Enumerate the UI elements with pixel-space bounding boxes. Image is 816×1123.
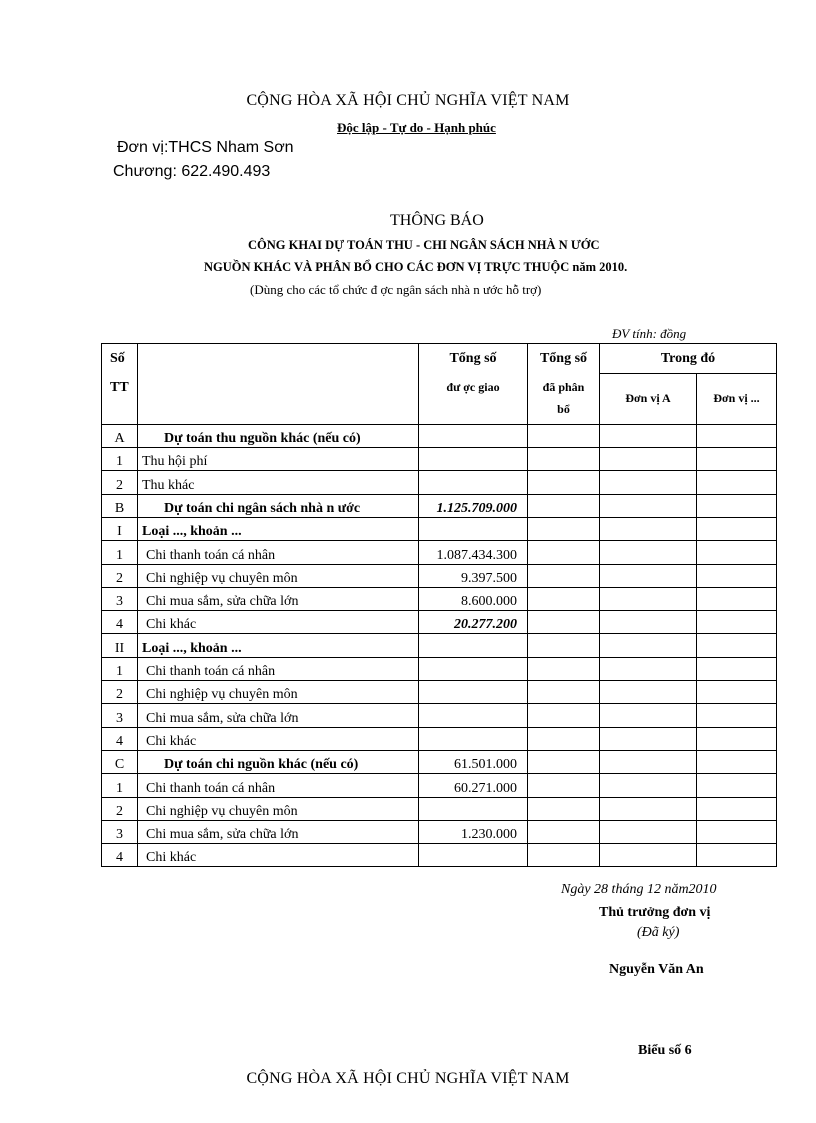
table-row bbox=[102, 774, 777, 797]
budget-table bbox=[101, 343, 777, 867]
table-row bbox=[102, 448, 777, 471]
row-amount bbox=[419, 657, 528, 680]
row-amount bbox=[419, 471, 528, 494]
row-unit-other bbox=[697, 587, 777, 610]
row-unit-a bbox=[600, 517, 697, 540]
row-label: Chi thanh toán cá nhân bbox=[138, 774, 419, 797]
stt-header-top: Số bbox=[102, 344, 138, 374]
row-amount bbox=[419, 844, 528, 867]
signer-title: Thủ trưởng đơn vị bbox=[599, 905, 711, 920]
alloc-header-mid: đã phân bbox=[528, 374, 600, 402]
row-unit-other bbox=[697, 494, 777, 517]
row-label: Chi khác bbox=[138, 611, 419, 634]
row-stt: 1 bbox=[102, 774, 138, 797]
row-allocated bbox=[528, 494, 600, 517]
row-stt: A bbox=[102, 424, 138, 447]
unit-name: Đơn vị:THCS Nham Sơn bbox=[117, 139, 294, 156]
row-unit-other bbox=[697, 704, 777, 727]
row-unit-other bbox=[697, 541, 777, 564]
row-unit-other bbox=[697, 448, 777, 471]
table-row bbox=[102, 704, 777, 727]
row-allocated bbox=[528, 448, 600, 471]
table-row bbox=[102, 634, 777, 657]
row-amount: 8.600.000 bbox=[419, 587, 528, 610]
table-row bbox=[102, 564, 777, 587]
chapter-code: Chương: 622.490.493 bbox=[113, 163, 271, 180]
row-stt: 1 bbox=[102, 448, 138, 471]
table-row bbox=[102, 471, 777, 494]
row-label: Chi nghiệp vụ chuyên môn bbox=[138, 797, 419, 820]
table-row bbox=[102, 611, 777, 634]
row-unit-a bbox=[600, 634, 697, 657]
row-unit-a bbox=[600, 541, 697, 564]
row-unit-a bbox=[600, 494, 697, 517]
row-unit-a bbox=[600, 820, 697, 843]
row-label: Dự toán thu nguồn khác (nếu có) bbox=[138, 424, 419, 447]
total-header-top: Tổng số bbox=[419, 344, 528, 374]
row-amount bbox=[419, 797, 528, 820]
budget-table-body bbox=[102, 424, 777, 867]
table-row bbox=[102, 587, 777, 610]
row-stt: B bbox=[102, 494, 138, 517]
row-unit-other bbox=[697, 471, 777, 494]
row-label: Thu hội phí bbox=[138, 448, 419, 471]
row-label: Chi nghiệp vụ chuyên môn bbox=[138, 564, 419, 587]
row-stt: 2 bbox=[102, 564, 138, 587]
label-header bbox=[138, 344, 419, 374]
row-label: Dự toán chi nguồn khác (nếu có) bbox=[138, 750, 419, 773]
row-amount bbox=[419, 424, 528, 447]
row-amount: 61.501.000 bbox=[419, 750, 528, 773]
row-allocated bbox=[528, 750, 600, 773]
row-stt: I bbox=[102, 517, 138, 540]
total-header-spacer bbox=[419, 402, 528, 425]
notice-title: THÔNG BÁO bbox=[390, 212, 484, 229]
row-allocated bbox=[528, 471, 600, 494]
of-which-header: Trong đó bbox=[600, 344, 777, 374]
table-row bbox=[102, 727, 777, 750]
national-motto: Độc lập - Tự do - Hạnh phúc bbox=[337, 120, 496, 135]
total-header-bottom: đư ợc giao bbox=[419, 374, 528, 402]
row-allocated bbox=[528, 634, 600, 657]
row-stt: 1 bbox=[102, 657, 138, 680]
row-unit-a bbox=[600, 424, 697, 447]
row-amount bbox=[419, 727, 528, 750]
row-unit-other bbox=[697, 797, 777, 820]
alloc-header-bottom: bổ bbox=[528, 402, 600, 425]
row-unit-other bbox=[697, 774, 777, 797]
signing-date: Ngày 28 tháng 12 năm2010 bbox=[561, 882, 717, 897]
row-amount bbox=[419, 448, 528, 471]
row-unit-other bbox=[697, 517, 777, 540]
notice-line-3: (Dùng cho các tổ chức đ ợc ngân sách nhà n ước hỗ trợ) bbox=[250, 282, 542, 297]
row-allocated bbox=[528, 611, 600, 634]
alloc-header-top: Tổng số bbox=[528, 344, 600, 374]
row-label: Chi thanh toán cá nhân bbox=[138, 541, 419, 564]
table-row bbox=[102, 541, 777, 564]
notice-line-1: CÔNG KHAI DỰ TOÁN THU - CHI NGÂN SÁCH NHÀ N ƯỚC bbox=[248, 238, 600, 252]
table-row bbox=[102, 657, 777, 680]
row-stt: 4 bbox=[102, 844, 138, 867]
row-amount bbox=[419, 704, 528, 727]
row-unit-a bbox=[600, 750, 697, 773]
signer-name: Nguyễn Văn An bbox=[609, 962, 704, 977]
row-stt: 4 bbox=[102, 727, 138, 750]
row-label: Chi khác bbox=[138, 727, 419, 750]
stt-header-bottom: TT bbox=[102, 374, 138, 402]
row-label: Chi mua sắm, sửa chữa lớn bbox=[138, 587, 419, 610]
row-unit-a bbox=[600, 657, 697, 680]
row-allocated bbox=[528, 517, 600, 540]
row-allocated bbox=[528, 704, 600, 727]
row-unit-a bbox=[600, 681, 697, 704]
form-number: Biểu số 6 bbox=[638, 1043, 692, 1058]
table-row bbox=[102, 750, 777, 773]
row-amount: 60.271.000 bbox=[419, 774, 528, 797]
row-allocated bbox=[528, 564, 600, 587]
row-label: Thu khác bbox=[138, 471, 419, 494]
row-unit-other bbox=[697, 657, 777, 680]
row-label: Chi mua sắm, sửa chữa lớn bbox=[138, 820, 419, 843]
row-stt: 3 bbox=[102, 820, 138, 843]
row-allocated bbox=[528, 541, 600, 564]
row-allocated bbox=[528, 727, 600, 750]
row-label: Dự toán chi ngân sách nhà n ước bbox=[138, 494, 419, 517]
row-unit-other bbox=[697, 564, 777, 587]
row-allocated bbox=[528, 681, 600, 704]
row-unit-other bbox=[697, 750, 777, 773]
row-label: Chi khác bbox=[138, 844, 419, 867]
row-amount: 1.125.709.000 bbox=[419, 494, 528, 517]
signed-note: (Đã ký) bbox=[637, 925, 680, 940]
table-row bbox=[102, 494, 777, 517]
row-amount: 1.087.434.300 bbox=[419, 541, 528, 564]
row-stt: 1 bbox=[102, 541, 138, 564]
table-row bbox=[102, 424, 777, 447]
row-unit-a bbox=[600, 704, 697, 727]
unit-a-header: Đơn vị A bbox=[600, 374, 697, 425]
row-unit-a bbox=[600, 727, 697, 750]
row-label: Chi nghiệp vụ chuyên môn bbox=[138, 681, 419, 704]
row-allocated bbox=[528, 797, 600, 820]
row-unit-other bbox=[697, 424, 777, 447]
table-header-row bbox=[102, 374, 777, 402]
row-label: Chi mua sắm, sửa chữa lớn bbox=[138, 704, 419, 727]
row-stt: 2 bbox=[102, 681, 138, 704]
row-unit-a bbox=[600, 448, 697, 471]
row-stt: 2 bbox=[102, 797, 138, 820]
table-row bbox=[102, 820, 777, 843]
row-unit-a bbox=[600, 774, 697, 797]
row-stt: 3 bbox=[102, 587, 138, 610]
row-label: Loại ..., khoản ... bbox=[138, 517, 419, 540]
row-allocated bbox=[528, 657, 600, 680]
row-unit-a bbox=[600, 797, 697, 820]
table-row bbox=[102, 681, 777, 704]
table-row bbox=[102, 844, 777, 867]
row-unit-other bbox=[697, 844, 777, 867]
row-stt: C bbox=[102, 750, 138, 773]
row-unit-other bbox=[697, 820, 777, 843]
row-amount: 20.277.200 bbox=[419, 611, 528, 634]
row-allocated bbox=[528, 820, 600, 843]
country-heading-repeat: CỘNG HÒA XÃ HỘI CHỦ NGHĨA VIỆT NAM bbox=[246, 1070, 570, 1087]
row-unit-other bbox=[697, 611, 777, 634]
table-row bbox=[102, 797, 777, 820]
row-unit-other bbox=[697, 727, 777, 750]
row-stt: 3 bbox=[102, 704, 138, 727]
row-unit-a bbox=[600, 611, 697, 634]
row-label: Loại ..., khoản ... bbox=[138, 634, 419, 657]
stt-header-spacer bbox=[102, 402, 138, 425]
row-stt: II bbox=[102, 634, 138, 657]
row-unit-a bbox=[600, 844, 697, 867]
row-unit-a bbox=[600, 471, 697, 494]
row-allocated bbox=[528, 587, 600, 610]
row-allocated bbox=[528, 424, 600, 447]
label-header-spacer bbox=[138, 402, 419, 425]
currency-unit: ĐV tính: đồng bbox=[612, 326, 687, 341]
row-allocated bbox=[528, 844, 600, 867]
row-allocated bbox=[528, 774, 600, 797]
table-row bbox=[102, 517, 777, 540]
row-unit-a bbox=[600, 564, 697, 587]
row-amount: 9.397.500 bbox=[419, 564, 528, 587]
row-label: Chi thanh toán cá nhân bbox=[138, 657, 419, 680]
row-amount bbox=[419, 634, 528, 657]
row-stt: 2 bbox=[102, 471, 138, 494]
notice-line-2: NGUỒN KHÁC VÀ PHÂN BỔ CHO CÁC ĐƠN VỊ TRỰC THUỘC năm 2010. bbox=[204, 260, 628, 274]
row-stt: 4 bbox=[102, 611, 138, 634]
row-amount: 1.230.000 bbox=[419, 820, 528, 843]
table-header-row bbox=[102, 344, 777, 374]
unit-other-header: Đơn vị ... bbox=[697, 374, 777, 425]
row-unit-other bbox=[697, 634, 777, 657]
row-amount bbox=[419, 681, 528, 704]
label-header-spacer bbox=[138, 374, 419, 402]
country-heading: CỘNG HÒA XÃ HỘI CHỦ NGHĨA VIỆT NAM bbox=[246, 92, 570, 109]
row-unit-other bbox=[697, 681, 777, 704]
row-amount bbox=[419, 517, 528, 540]
row-unit-a bbox=[600, 587, 697, 610]
